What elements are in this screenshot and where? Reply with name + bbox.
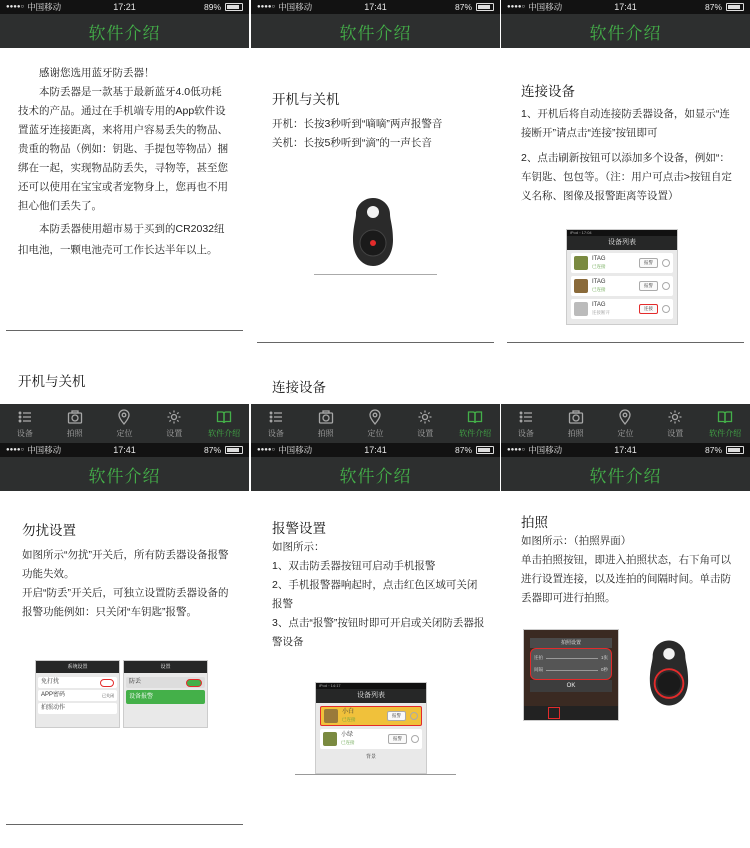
intro-text: [0, 48, 249, 261]
book-icon: [216, 409, 232, 425]
mini-device-row: ITAG 已连接 报警: [571, 253, 673, 273]
antilost-description: 开启“防丢”开关后，可独立设置防丢器设备的报警功能例如：只关闭“车钥匙”报警。: [22, 587, 229, 618]
tab-label: 拍照: [317, 428, 334, 438]
tab-location[interactable]: [601, 404, 651, 443]
section-heading-alarm: 报警设置: [272, 521, 326, 536]
battery-icon: [726, 446, 744, 454]
camera-icon: [568, 409, 584, 425]
device-list-icon: [268, 409, 284, 425]
screen-do-not-disturb: [0, 443, 249, 848]
gear-icon: [166, 409, 182, 425]
tab-label: 设备: [517, 428, 534, 438]
tab-label: 设备: [16, 428, 33, 438]
gear-icon: [417, 409, 433, 425]
signal-icon: ●●●●○: [257, 447, 276, 453]
tracker-device-icon: [350, 196, 396, 268]
gear-icon: [667, 409, 683, 425]
connect-step-1: 1、开机后将自动连接防丢器设备，如显示“连接断开”请点击“连接”按钮即可: [521, 108, 730, 139]
status-time: 17:21: [113, 2, 136, 12]
carrier-label: 中国移动: [278, 2, 313, 12]
divider: [6, 824, 243, 825]
screen-power: [251, 0, 500, 443]
carrier-label: 中国移动: [27, 445, 62, 455]
alarm-step-3: 3、点击“报警”按钮时即可开启或关闭防丢器报警设备: [272, 617, 485, 648]
tab-label: 软件介绍: [208, 428, 241, 438]
page-title: 软件介绍: [251, 14, 500, 48]
battery-icon: [476, 3, 494, 11]
power-off-instruction: 关机：长按5秒听到“滴”的一声长音: [272, 137, 432, 149]
battery-percent: 87%: [203, 445, 221, 455]
location-icon: [367, 409, 383, 425]
battery-percent: 89%: [203, 2, 221, 12]
tab-label: 定位: [116, 428, 133, 438]
intro-greeting: 感谢您选用蓝牙防丢器！: [39, 67, 155, 79]
status-time: 17:41: [614, 2, 637, 12]
divider: [295, 774, 456, 775]
battery-icon: [476, 446, 494, 454]
tracker-device-icon: [647, 638, 691, 708]
tab-label: 设备: [267, 428, 284, 438]
page-title: 软件介绍: [251, 457, 500, 491]
book-icon: [467, 409, 483, 425]
screen-camera: [501, 443, 750, 848]
tab-label: 拍照: [567, 428, 584, 438]
battery-icon: [225, 446, 243, 454]
battery-percent: 87%: [704, 445, 722, 455]
page-title: 软件介绍: [0, 14, 249, 48]
tab-camera[interactable]: [301, 404, 351, 443]
status-time: 17:41: [614, 445, 637, 455]
divider: [257, 342, 494, 343]
tab-book[interactable]: [700, 404, 750, 443]
tab-label: 拍照: [66, 428, 83, 438]
status-time: 17:41: [364, 2, 387, 12]
tab-bar: [0, 404, 249, 443]
screen-alarm-settings: [251, 443, 500, 848]
power-on-instruction: 开机：长按3秒听到“嘀嘀”两声报警音: [272, 118, 443, 130]
mini-device-row: ITAG 连接断开 连接: [571, 299, 673, 319]
connect-step-2: 2、点击刷新按钮可以添加多个设备，例如“：车钥匙、包包等。（注：用户可点击>按钮自定义名称、图像及报警距离等设置）: [521, 152, 732, 202]
camera-description: 单击拍照按钮，即进入拍照状态，右下角可以进行设置连接，以及连拍的间隔时间。单击防丢器即可进行拍照。: [521, 554, 731, 604]
status-bar: [501, 0, 750, 14]
signal-icon: ●●●●○: [6, 4, 25, 10]
page-title: 软件介绍: [501, 14, 750, 48]
tab-device-list[interactable]: [501, 404, 551, 443]
tab-location[interactable]: [100, 404, 150, 443]
tab-label: 软件介绍: [459, 428, 492, 438]
alarm-step-1: 1、双击防丢器按钮可启动手机报警: [272, 560, 436, 572]
carrier-label: 中国移动: [528, 2, 563, 12]
divider: [507, 342, 744, 343]
battery-percent: 87%: [454, 2, 472, 12]
status-bar: [0, 443, 249, 457]
tab-camera[interactable]: [551, 404, 601, 443]
location-icon: [116, 409, 132, 425]
tab-label: 设置: [667, 428, 684, 438]
status-bar: [251, 0, 500, 14]
carrier-label: 中国移动: [278, 445, 313, 455]
status-bar: [0, 0, 249, 14]
camera-icon: [67, 409, 83, 425]
book-icon: [717, 409, 733, 425]
section-heading-power: 开机与关机: [272, 92, 340, 107]
signal-icon: ●●●●○: [507, 447, 526, 453]
device-list-icon: [518, 409, 534, 425]
battery-icon: [726, 3, 744, 11]
dnd-description: 如图所示“勿扰”开关后，所有防丢器设备报警功能失效。: [22, 549, 229, 580]
divider: [6, 330, 243, 331]
tab-gear[interactable]: [400, 404, 450, 443]
tab-label: 定位: [367, 428, 384, 438]
divider: [314, 274, 437, 275]
alarm-step-2: 2、手机报警器响起时，点击红色区域可关闭报警: [272, 579, 478, 610]
section-heading-power: 开机与关机: [18, 374, 86, 389]
tab-location[interactable]: [351, 404, 401, 443]
settings-screenshot: 系统设置 免打扰 APP密码 已关闭 拍照动作: [35, 660, 120, 728]
battery-percent: 87%: [454, 445, 472, 455]
signal-icon: ●●●●○: [507, 4, 526, 10]
tab-gear[interactable]: [149, 404, 199, 443]
mini-device-row: ITAG 已连接 报警: [571, 276, 673, 296]
battery-icon: [225, 3, 243, 11]
mini-title: 设备列表: [608, 239, 636, 246]
screen-connect: [501, 0, 750, 443]
alarm-intro: 如图所示：: [272, 541, 325, 553]
page-title: 软件介绍: [0, 457, 249, 491]
signal-icon: ●●●●○: [6, 447, 25, 453]
device-settings-screenshot: 设置 防丢 设备报警: [123, 660, 208, 728]
camera-settings-screenshot: 拍照设置 连拍 1张 间隔 0秒 OK: [523, 629, 619, 721]
tab-device-list[interactable]: [251, 404, 301, 443]
camera-icon: [318, 409, 334, 425]
carrier-label: 中国移动: [528, 445, 563, 455]
status-time: 17:41: [364, 445, 387, 455]
signal-icon: ●●●●○: [257, 4, 276, 10]
intro-description: 本防丢器是一款基于最新蓝牙4.0低功耗技术的产品。通过在手机端专用的App软件设置蓝牙连接距离，来将用户容易丢失的物品、贵重的物品（例如：钥匙、手提包等物品）捆绑在一起，实现物品防丢失，寻物等，甚至您还可以使用在宝宝或者宠物身上，您再也不用担心他们丢失了。: [18, 86, 228, 212]
location-icon: [617, 409, 633, 425]
tab-device-list[interactable]: [0, 404, 50, 443]
tab-camera[interactable]: [50, 404, 100, 443]
page-title: 软件介绍: [501, 457, 750, 491]
device-list-icon: [17, 409, 33, 425]
device-list-screenshot: iPod ◦ 17:04 设备列表 ITAG 已连接 报警 ITAG 已连接 报警 ITAG 连接断开 连接: [566, 229, 678, 325]
status-time: 17:41: [113, 445, 136, 455]
tab-label: 软件介绍: [709, 428, 742, 438]
tab-label: 定位: [617, 428, 634, 438]
intro-battery-note: 本防丢器使用超市易于买到的CR2032纽扣电池，一颗电池壳可工作长达半年以上。: [18, 223, 225, 256]
tab-label: 设置: [166, 428, 183, 438]
section-heading-connect: 连接设备: [272, 380, 326, 395]
tab-bar: [501, 404, 750, 443]
alarm-list-screenshot: iPod ◦ 14:17 设备列表 小白 已连接 报警 小绿 已连接 报警 背景: [315, 682, 427, 774]
section-heading-camera: 拍照: [521, 515, 548, 530]
camera-intro: 如图所示：（拍照界面）: [521, 535, 632, 547]
carrier-label: 中国移动: [27, 2, 62, 12]
tab-bar: [251, 404, 500, 443]
tab-gear[interactable]: [650, 404, 700, 443]
status-bar: [251, 443, 500, 457]
section-heading-dnd: 勿扰设置: [22, 523, 76, 538]
tab-book[interactable]: [450, 404, 500, 443]
battery-percent: 87%: [704, 2, 722, 12]
tab-book[interactable]: [199, 404, 249, 443]
section-heading-connect: 连接设备: [521, 84, 575, 99]
tab-label: 设置: [417, 428, 434, 438]
screen-intro: [0, 0, 249, 443]
status-bar: [501, 443, 750, 457]
